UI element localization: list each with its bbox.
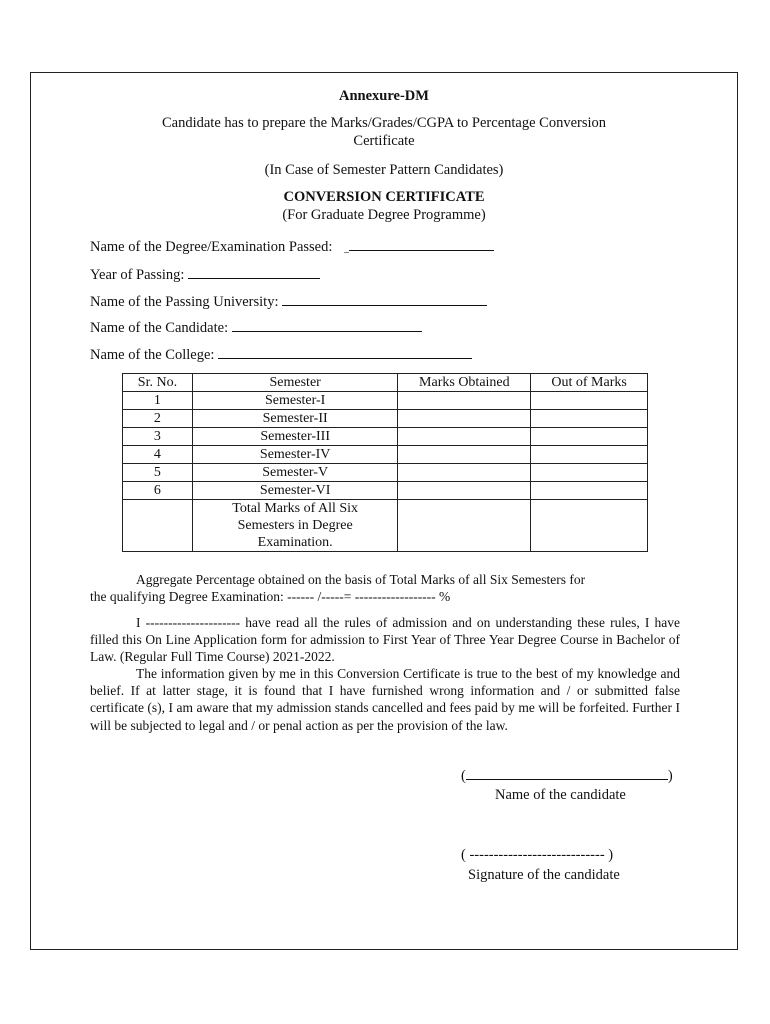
intro-line-1: Candidate has to prepare the Marks/Grades/CGPA to Percentage Conversion — [161, 115, 607, 131]
college-blank[interactable] — [218, 345, 472, 359]
aggregate-paragraph — [90, 571, 680, 605]
name-open-paren: ( — [461, 768, 466, 784]
table-row — [123, 392, 648, 410]
header-sr-no: Sr. No. — [123, 374, 193, 392]
annexure-heading: Annexure-DM — [339, 88, 429, 104]
degree-label: Name of the Degree/Examination Passed: — [90, 239, 333, 255]
marks-obtained-cell[interactable] — [398, 410, 531, 428]
college-field — [90, 345, 472, 364]
total-out-of-marks-cell[interactable] — [531, 500, 648, 552]
declaration-paragraph-1: I --------------------- have read all the rules of admission and on understanding these rules, I have filled this On Line Application form for admission to First Year of Three Year Degree Course in Bachelor of Law. (Regular Full Time Course) 2021-2022. — [90, 615, 680, 665]
pattern-note: (In Case of Semester Pattern Candidates) — [264, 162, 504, 178]
out-of-marks-cell[interactable] — [531, 446, 648, 464]
college-label: Name of the College: — [90, 347, 215, 363]
year-blank[interactable] — [188, 265, 320, 279]
marks-obtained-cell[interactable] — [398, 392, 531, 410]
sr-no-cell: 4 — [123, 446, 193, 464]
out-of-marks-cell[interactable] — [531, 482, 648, 500]
signature-label: Signature of the candidate — [468, 867, 620, 883]
name-close-paren: ) — [667, 768, 673, 784]
candidate-name-line — [461, 766, 673, 785]
table-total-row — [123, 500, 648, 552]
degree-blank[interactable] — [349, 237, 494, 251]
marks-table — [122, 373, 648, 552]
marks-obtained-cell[interactable] — [398, 446, 531, 464]
header-marks-obtained: Marks Obtained — [398, 374, 531, 392]
sr-no-cell: 1 — [123, 392, 193, 410]
out-of-marks-cell[interactable] — [531, 392, 648, 410]
year-label: Year of Passing: — [90, 267, 185, 283]
header-out-of-marks: Out of Marks — [531, 374, 648, 392]
total-label-cell — [192, 500, 398, 552]
certificate-title: CONVERSION CERTIFICATE — [283, 189, 485, 205]
intro-line-2: Certificate — [353, 133, 415, 149]
total-marks-obtained-cell[interactable] — [398, 500, 531, 552]
declaration-paragraph-2: The information given by me in this Conversion Certificate is true to the best of my knowledge and belief. If at latter stage, it is found that I have furnished wrong information and / or submitted false certificate (s), I am aware that my admission stands cancelled and fees paid by me will be forfeited. Further I will be subjected to legal and / or penal action as per the provision of the law. — [90, 666, 680, 733]
marks-obtained-cell[interactable] — [398, 428, 531, 446]
semester-cell: Semester-I — [192, 392, 398, 410]
table-row — [123, 410, 648, 428]
signature-placeholder[interactable]: ( ---------------------------- ) — [461, 847, 614, 863]
year-field — [90, 265, 320, 284]
aggregate-line-1: Aggregate Percentage obtained on the basis of Total Marks of all Six Semesters for — [136, 572, 586, 587]
sr-no-cell: 5 — [123, 464, 193, 482]
candidate-field — [90, 318, 422, 337]
degree-field: Name of the Degree/Examination Passed: _ — [90, 237, 494, 256]
university-blank[interactable] — [282, 292, 487, 306]
out-of-marks-cell[interactable] — [531, 428, 648, 446]
candidate-label: Name of the Candidate: — [90, 320, 229, 336]
sr-no-cell: 3 — [123, 428, 193, 446]
out-of-marks-cell[interactable] — [531, 464, 648, 482]
semester-cell: Semester-V — [192, 464, 398, 482]
aggregate-line-2: the qualifying Degree Examination: ------ /-----= ------------------ % — [90, 589, 451, 605]
certificate-subtitle: (For Graduate Degree Programme) — [282, 207, 486, 223]
total-label-line-3: Examination. — [257, 535, 333, 550]
marks-obtained-cell[interactable] — [398, 482, 531, 500]
semester-cell: Semester-III — [192, 428, 398, 446]
semester-cell: Semester-VI — [192, 482, 398, 500]
out-of-marks-cell[interactable] — [531, 410, 648, 428]
sr-no-cell: 2 — [123, 410, 193, 428]
marks-obtained-cell[interactable] — [398, 464, 531, 482]
table-row — [123, 464, 648, 482]
semester-cell: Semester-IV — [192, 446, 398, 464]
name-of-candidate-label: Name of the candidate — [495, 787, 626, 803]
candidate-name-blank[interactable] — [466, 766, 668, 780]
table-row — [123, 428, 648, 446]
table-row — [123, 446, 648, 464]
table-row — [123, 482, 648, 500]
total-label-line-1: Total Marks of All Six — [232, 501, 359, 516]
candidate-blank[interactable] — [232, 318, 422, 332]
total-label-line-2: Semesters in Degree — [237, 518, 353, 533]
university-label: Name of the Passing University: — [90, 294, 279, 310]
total-sr-cell — [123, 500, 193, 552]
header-semester: Semester — [192, 374, 398, 392]
semester-cell: Semester-II — [192, 410, 398, 428]
table-header-row — [123, 374, 648, 392]
sr-no-cell: 6 — [123, 482, 193, 500]
university-field — [90, 292, 487, 311]
